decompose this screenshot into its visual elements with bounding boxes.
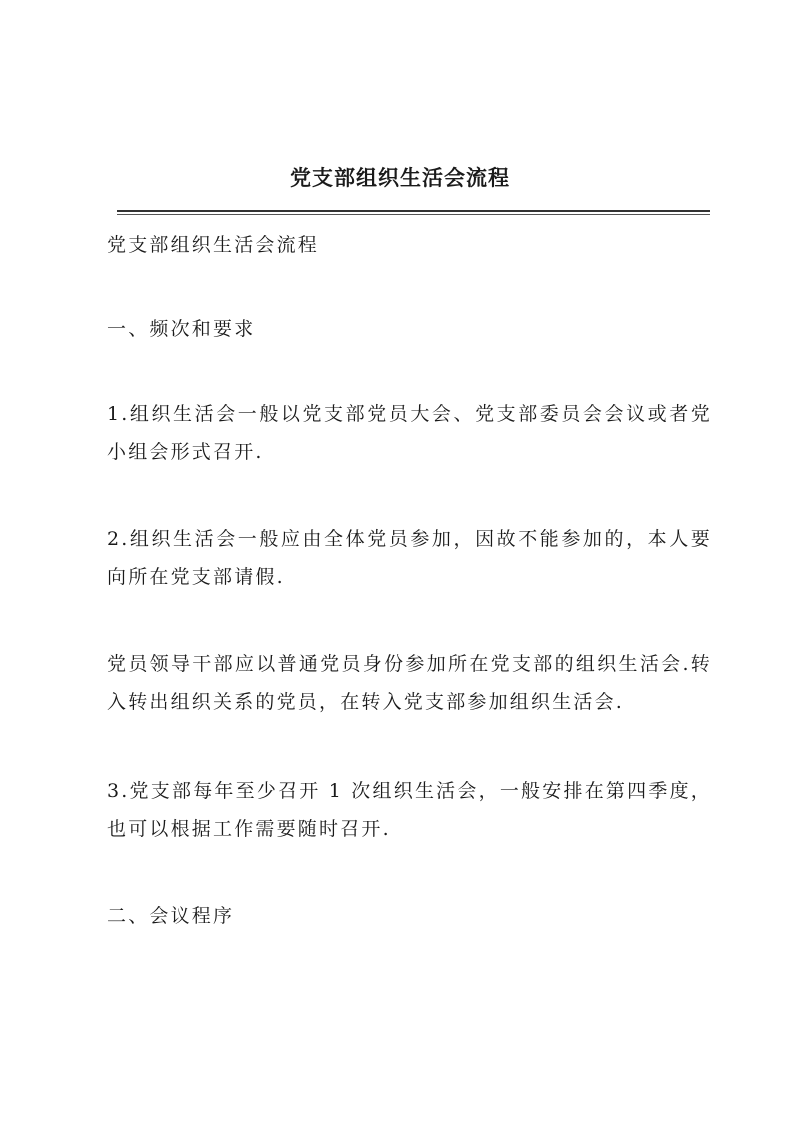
paragraph-leaders: 党员领导干部应以普通党员身份参加所在党支部的组织生活会.转入转出组织关系的党员，在转入党支部参加组织生活会. <box>107 653 712 713</box>
paragraph-subtitle: 党支部组织生活会流程 <box>107 234 320 256</box>
title-divider <box>117 210 710 212</box>
paragraph-item-3: 3.党支部每年至少召开 1 次组织生活会，一般安排在第四季度，也可以根据工作需要随时召开. <box>107 780 712 840</box>
page-title: 党支部组织生活会流程 <box>290 165 510 190</box>
paragraph-item-2: 2.组织生活会一般应由全体党员参加，因故不能参加的，本人要向所在党支部请假. <box>107 528 712 588</box>
section-heading-frequency: 一、频次和要求 <box>107 318 256 340</box>
section-heading-procedure: 二、会议程序 <box>107 905 235 927</box>
paragraph-item-1: 1.组织生活会一般以党支部党员大会、党支部委员会会议或者党小组会形式召开. <box>107 403 712 463</box>
